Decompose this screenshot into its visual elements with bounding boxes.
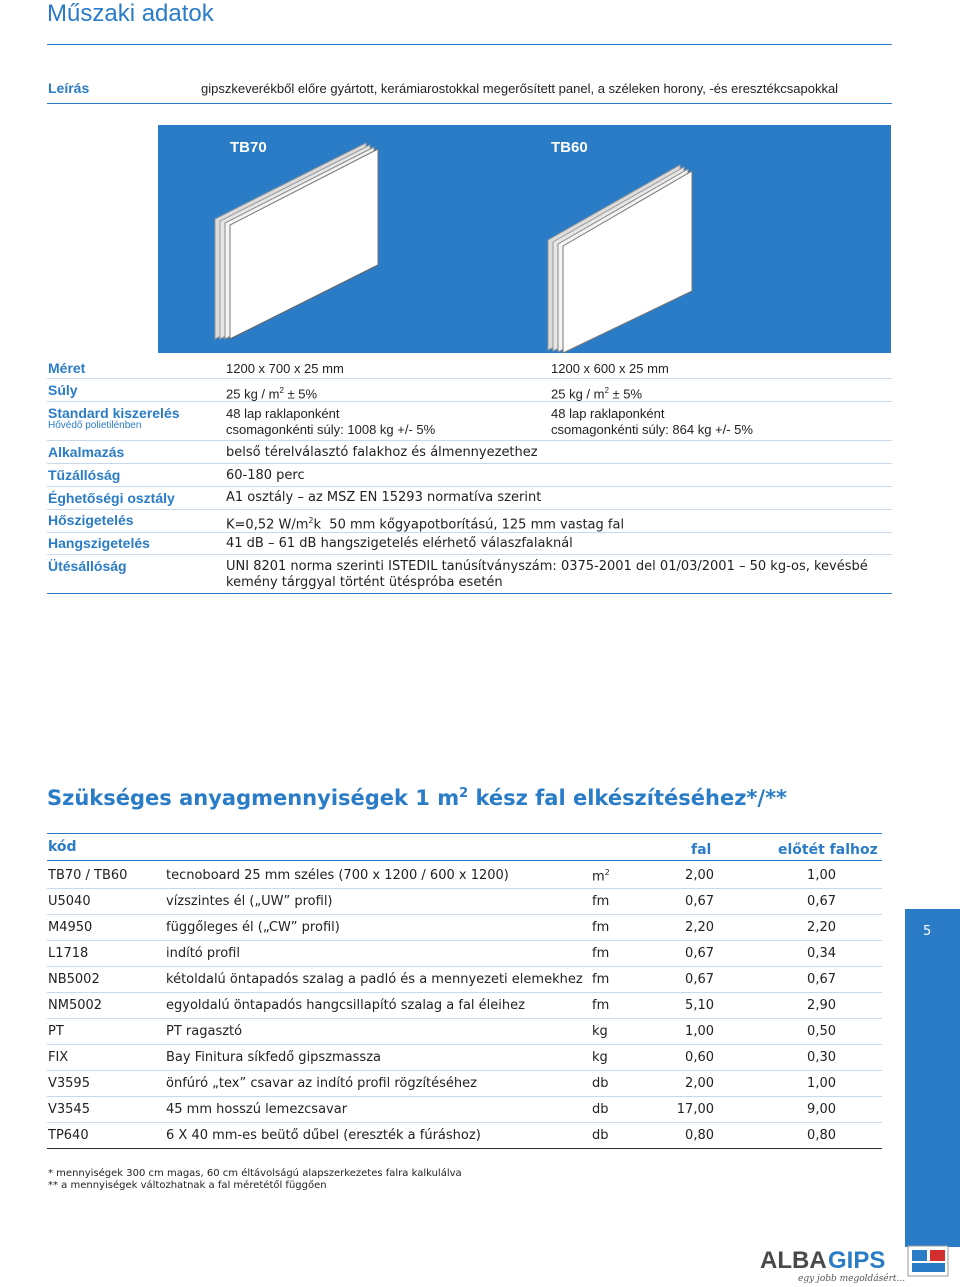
material-row-divider	[47, 1096, 882, 1097]
tb60-board-illustration	[548, 165, 692, 353]
spec-suly-tb70: 25 kg / $m^2 \pm 5\%$	[226, 386, 318, 402]
spec-sub-kiszereles: Hővédő polietilénben	[48, 420, 142, 431]
materials-head-fal: fal	[691, 842, 712, 858]
page-number: 5	[923, 924, 932, 939]
material-unit: fm	[592, 894, 610, 909]
page-title: Műszaki adatok	[47, 0, 214, 27]
product-label-tb70: TB70	[230, 139, 267, 156]
material-unit: fm	[592, 946, 610, 961]
material-qty-fal: 0,60	[685, 1050, 714, 1065]
materials-head-elotet: előtét falhoz	[778, 842, 878, 858]
spec-meret-tb70: 1200 x 700 x 25 mm	[226, 361, 344, 376]
material-qty-fal: 0,67	[685, 972, 714, 987]
spec-label-utesallosag: Ütésállóság	[48, 558, 127, 574]
spec-label-alkalmazas: Alkalmazás	[48, 444, 125, 460]
materials-head-code: kód	[48, 839, 77, 855]
material-qty-elotet: 1,00	[807, 868, 836, 883]
material-unit: fm	[592, 920, 610, 935]
material-code: L1718	[48, 946, 89, 961]
material-description: függőleges él („CW” profil)	[166, 920, 340, 935]
material-unit: db	[592, 1102, 609, 1117]
spec-utesallosag-1: UNI 8201 norma szerinti ISTEDIL tanúsítványszám: 0375-2001 del 01/03/2001 – 50 kg-os, kevésbé	[226, 559, 868, 574]
spec-utesallosag-2: kemény tárggyal történt ütéspróba esetén	[226, 575, 503, 590]
material-qty-fal: 17,00	[676, 1102, 714, 1117]
footnote-2: ** a mennyiségek változhatnak a fal méretétől függően	[48, 1180, 327, 1191]
material-qty-elotet: 1,00	[807, 1076, 836, 1091]
product-panel	[158, 125, 891, 353]
material-description: önfúró „tex” csavar az indító profil rögzítéséhez	[166, 1076, 477, 1091]
material-qty-elotet: 0,80	[807, 1128, 836, 1143]
material-description: kétoldalú öntapadós szalag a padló és a mennyezeti elemekhez	[166, 972, 583, 987]
material-row-divider	[47, 940, 882, 941]
material-row-divider	[47, 1070, 882, 1071]
material-unit: kg	[592, 1024, 608, 1039]
product-label-tb60: TB60	[551, 139, 588, 156]
spec-label-meret: Méret	[48, 360, 86, 376]
logo-slogan: egy jobb megoldásért...	[798, 1274, 906, 1283]
material-unit: db	[592, 1128, 609, 1143]
material-unit: fm	[592, 998, 610, 1013]
material-unit: $m^2$	[592, 868, 610, 885]
material-code: U5040	[48, 894, 91, 909]
material-description: vízszintes él („UW” profil)	[166, 894, 333, 909]
material-qty-fal: 2,00	[685, 868, 714, 883]
material-code: V3545	[48, 1102, 90, 1117]
spec-label-hangszigeteles: Hangszigetelés	[48, 535, 150, 551]
spec-hoszigeteles: K=0,52 $W/m^2k$ 50 mm kőgyapotborítású, 125 mm vastag fal	[226, 516, 625, 533]
description-divider	[47, 103, 892, 104]
material-code: V3595	[48, 1076, 90, 1091]
material-description: indító profil	[166, 946, 240, 961]
material-code: PT	[48, 1024, 64, 1039]
material-unit: fm	[592, 972, 610, 987]
material-qty-fal: 0,67	[685, 894, 714, 909]
spec-label-tuzallosag: Tűzállóság	[48, 467, 121, 483]
spec-hangszigeteles: 41 dB – 61 dB hangszigetelés elérhető válaszfalaknál	[226, 536, 573, 551]
material-qty-elotet: 0,67	[807, 972, 836, 987]
material-qty-fal: 1,00	[685, 1024, 714, 1039]
material-qty-elotet: 2,90	[807, 998, 836, 1013]
material-row-divider	[47, 1122, 882, 1123]
material-code: TB70 / TB60	[48, 868, 128, 883]
material-code: TP640	[48, 1128, 89, 1143]
material-qty-fal: 2,20	[685, 920, 714, 935]
material-qty-elotet: 0,34	[807, 946, 836, 961]
material-description: tecnoboard 25 mm széles (700 x 1200 / 600 x 1200)	[166, 868, 509, 883]
material-qty-elotet: 9,00	[807, 1102, 836, 1117]
spec-kiszereles-tb70-2: csomagonkénti súly: 1008 kg +/- 5%	[226, 422, 436, 437]
material-description: egyoldalú öntapadós hangcsillapító szalag a fal éleihez	[166, 998, 525, 1013]
spec-label-suly: Súly	[48, 382, 78, 398]
spec-label-eghetoseg: Éghetőségi osztály	[48, 490, 175, 506]
material-unit: kg	[592, 1050, 608, 1065]
logo-alba: ALBA	[760, 1247, 827, 1274]
material-qty-fal: 0,67	[685, 946, 714, 961]
material-description: PT ragasztó	[166, 1024, 243, 1039]
spec-suly-tb60: 25 kg / $m^2 \pm 5\%$	[551, 386, 643, 402]
spec-kiszereles-tb60-2: csomagonkénti súly: 864 kg +/- 5%	[551, 422, 753, 437]
title-divider	[47, 44, 892, 45]
material-unit: db	[592, 1076, 609, 1091]
spec-label-hoszigeteles: Hőszigetelés	[48, 512, 134, 528]
material-code: NM5002	[48, 998, 103, 1013]
material-code: NB5002	[48, 972, 100, 987]
material-code: M4950	[48, 920, 93, 935]
spec-eghetoseg: A1 osztály – az MSZ EN 15293 normatíva szerint	[226, 490, 542, 505]
material-description: 6 X 40 mm-es beütő dűbel (ereszték a fúráshoz)	[166, 1128, 481, 1143]
material-row-divider	[47, 888, 882, 889]
chapter-tab	[905, 909, 960, 1247]
material-qty-elotet: 0,67	[807, 894, 836, 909]
material-description: 45 mm hosszú lemezcsavar	[166, 1102, 348, 1117]
material-row-divider	[47, 992, 882, 993]
material-row-divider	[47, 1044, 882, 1045]
spec-tuzallosag: 60-180 perc	[226, 468, 305, 483]
logo-gips: GIPS	[828, 1247, 886, 1274]
spec-label-kiszereles: Standard kiszerelés	[48, 405, 180, 421]
material-qty-elotet: 2,20	[807, 920, 836, 935]
material-qty-fal: 5,10	[685, 998, 714, 1013]
material-qty-fal: 2,00	[685, 1076, 714, 1091]
footnote-1: * mennyiségek 300 cm magas, 60 cm éltávolságú alapszerkezetes falra kalkulálva	[48, 1168, 462, 1179]
spec-meret-tb60: 1200 x 600 x 25 mm	[551, 361, 669, 376]
material-code: FIX	[48, 1050, 69, 1065]
spec-alkalmazas: belső térelválasztó falakhoz és álmennyezethez	[226, 445, 538, 460]
material-row-divider	[47, 1018, 882, 1019]
material-qty-elotet: 0,50	[807, 1024, 836, 1039]
spec-kiszereles-tb60-1: 48 lap raklaponként	[551, 406, 665, 421]
spec-kiszereles-tb70-1: 48 lap raklaponként	[226, 406, 340, 421]
description-text: gipszkeverékből előre gyártott, kerámiarostokkal megerősített panel, a széleken horony, -és eresztékcsapokkal	[201, 81, 839, 96]
material-row-divider	[47, 914, 882, 915]
logo-graphic	[760, 1244, 960, 1283]
description-label: Leírás	[48, 80, 90, 96]
material-row-divider	[47, 966, 882, 967]
albagips-logo	[760, 1244, 960, 1287]
material-row-divider	[47, 1148, 882, 1149]
material-qty-elotet: 0,30	[807, 1050, 836, 1065]
tb70-board-illustration	[215, 143, 378, 339]
material-description: Bay Finitura síkfedő gipszmassza	[166, 1050, 381, 1065]
material-qty-fal: 0,80	[685, 1128, 714, 1143]
board-illustrations	[158, 125, 891, 353]
materials-title: Szükséges anyagmennyiségek 1 $m^2$ kész fal elkészítéséhez*/**	[47, 786, 788, 810]
